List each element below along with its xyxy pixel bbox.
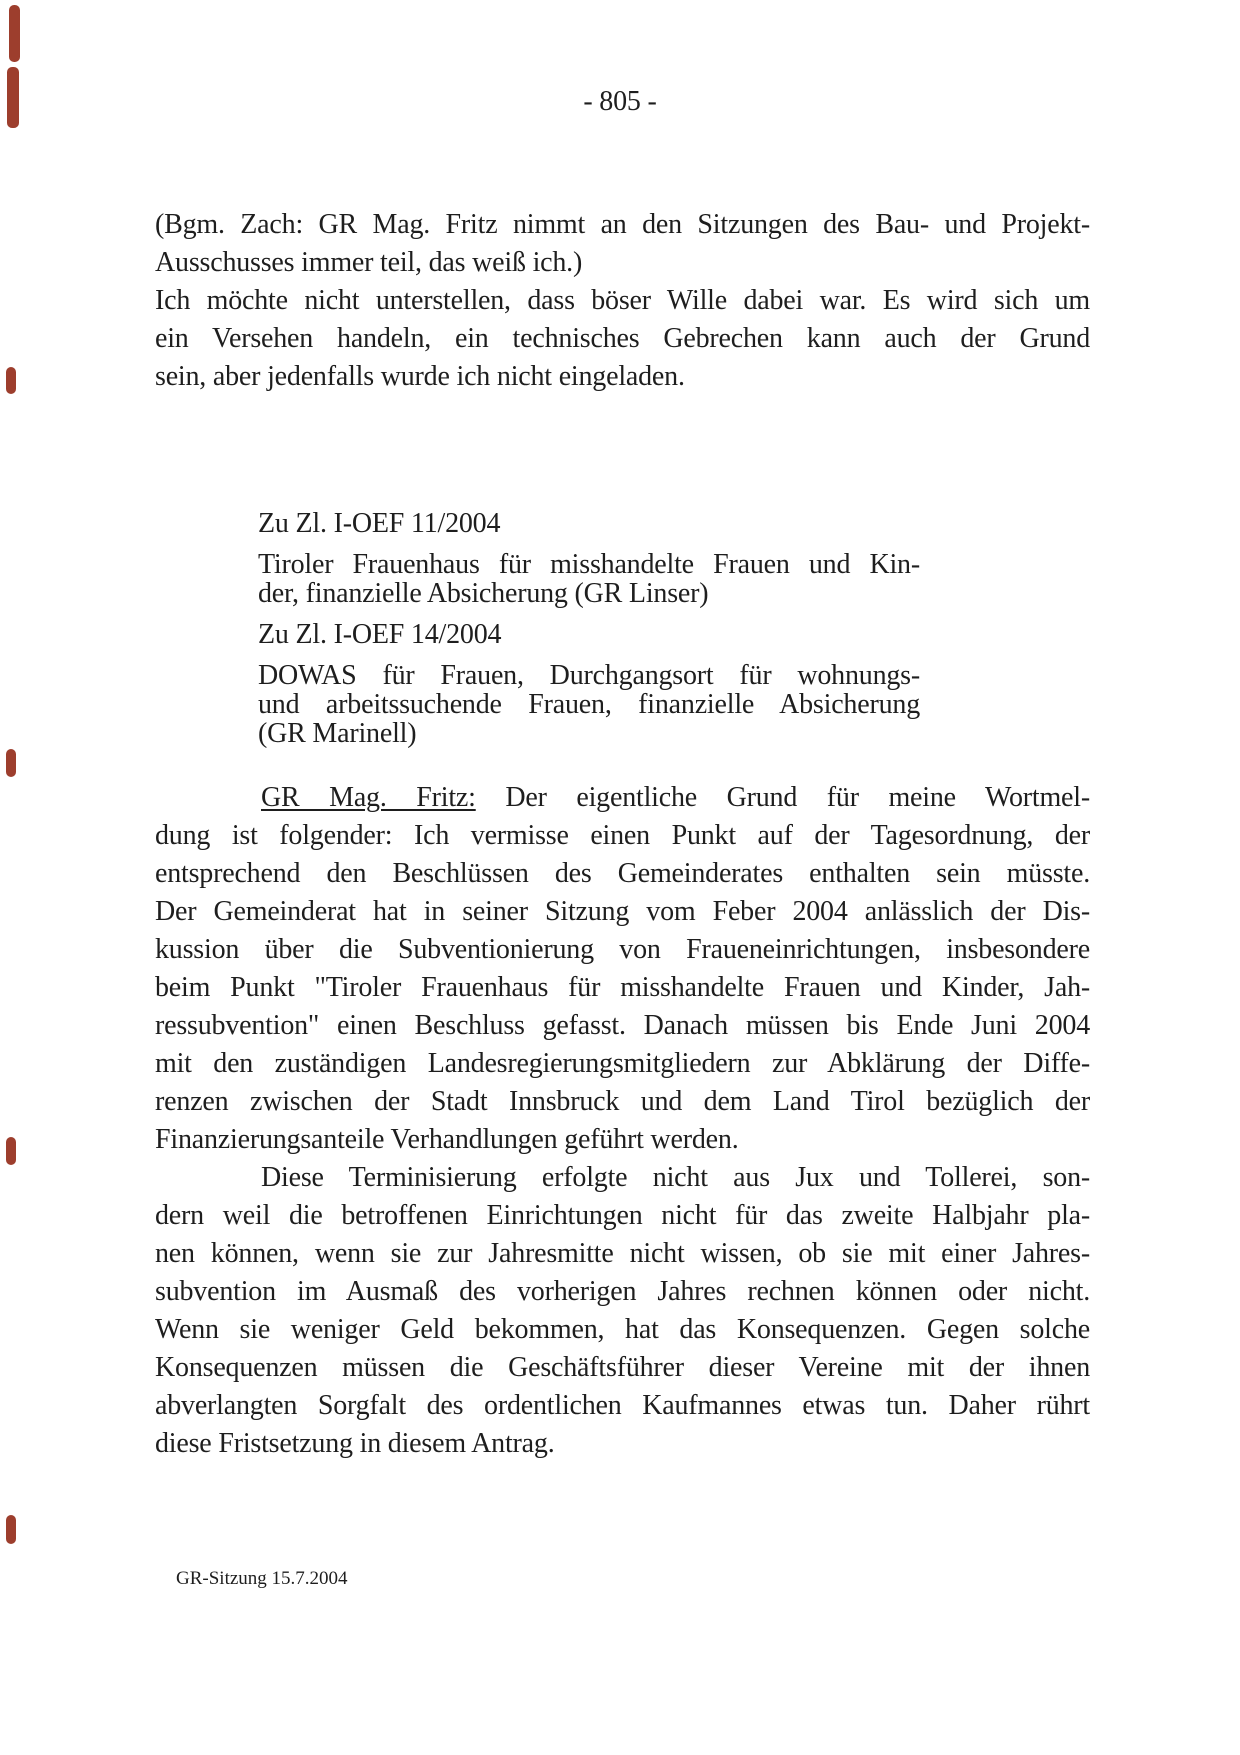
text-line: (Bgm. Zach: GR Mag. Fritz nimmt an den Sitzungen des Bau- und Projekt- <box>155 209 1090 240</box>
red-edge-scan-mark <box>6 749 16 777</box>
text-line: Konsequenzen müssen die Geschäftsführer dieser Vereine mit der ihnen <box>155 1352 1090 1383</box>
text-line: Der Gemeinderat hat in seiner Sitzung vom Feber 2004 anlässlich der Dis- <box>155 896 1090 927</box>
text-line: Ausschusses immer teil, das weiß ich.) <box>155 247 583 278</box>
text-line: Tiroler Frauenhaus für misshandelte Frauen und Kin- <box>258 550 920 579</box>
text-line: beim Punkt "Tiroler Frauenhaus für misshandelte Frauen und Kinder, Jah- <box>155 972 1090 1003</box>
text-line: ressubvention" einen Beschluss gefasst. Danach müssen bis Ende Juni 2004 <box>155 1010 1090 1041</box>
text-line: dern weil die betroffenen Einrichtungen nicht für das zweite Halbjahr pla- <box>155 1200 1090 1231</box>
text-line: und arbeitssuchende Frauen, finanzielle Absicherung <box>258 690 920 719</box>
text-line: subvention im Ausmaß des vorherigen Jahres rechnen können oder nicht. <box>155 1276 1090 1307</box>
text-line: mit den zuständigen Landesregierungsmitgliedern zur Abklärung der Diffe- <box>155 1048 1090 1079</box>
text-line: entsprechend den Beschlüssen des Gemeinderates enthalten sein müsste. <box>155 858 1090 889</box>
red-edge-scan-mark <box>6 1515 16 1544</box>
text-line: Finanzierungsanteile Verhandlungen geführt werden. <box>155 1124 739 1155</box>
text-line: Wenn sie weniger Geld bekommen, hat das Konsequenzen. Gegen solche <box>155 1314 1090 1345</box>
text-line: Zu Zl. I-OEF 14/2004 <box>258 620 502 649</box>
text-line: DOWAS für Frauen, Durchgangsort für wohnungs- <box>258 661 920 690</box>
agenda-reference-number <box>258 509 920 538</box>
stage-note-paragraph <box>155 206 1090 396</box>
text-line: ein Versehen handeln, ein technisches Gebrechen kann auch der Grund <box>155 323 1090 354</box>
speaker-name: GR Mag. Fritz: <box>261 782 476 813</box>
text-line: dung ist folgender: Ich vermisse einen Punkt auf der Tagesordnung, der <box>155 820 1090 851</box>
text-line: Diese Terminisierung erfolgte nicht aus Jux und Tollerei, son- <box>261 1162 1090 1193</box>
agenda-subject-item <box>258 661 920 748</box>
speech-paragraphs <box>155 779 1090 1463</box>
text-line: diese Fristsetzung in diesem Antrag. <box>155 1428 555 1459</box>
text-line: renzen zwischen der Stadt Innsbruck und dem Land Tirol bezüglich der <box>155 1086 1090 1117</box>
agenda-reference-block <box>258 509 920 760</box>
text-line: abverlangten Sorgfalt des ordentlichen Kaufmannes etwas tun. Daher rührt <box>155 1390 1090 1421</box>
red-edge-scan-mark <box>6 367 16 394</box>
red-edge-scan-mark <box>9 5 20 62</box>
red-edge-scan-mark <box>6 1137 16 1165</box>
text-line: kussion über die Subventionierung von Fraueneinrichtungen, insbesondere <box>155 934 1090 965</box>
text-line: (GR Marinell) <box>258 719 417 748</box>
text-line: Zu Zl. I-OEF 11/2004 <box>258 509 501 538</box>
agenda-reference-number <box>258 620 920 649</box>
agenda-subject-item <box>258 550 920 608</box>
text-line: Ich möchte nicht unterstellen, dass böser Wille dabei war. Es wird sich um <box>155 285 1090 316</box>
text-line: sein, aber jedenfalls wurde ich nicht eingeladen. <box>155 361 685 392</box>
text-line: nen können, wenn sie zur Jahresmitte nicht wissen, ob sie mit einer Jahres- <box>155 1238 1090 1269</box>
text-line: GR Mag. Fritz: Der eigentliche Grund für meine Wortmel- <box>261 782 1090 813</box>
footer-session-label: GR-Sitzung 15.7.2004 <box>176 1568 348 1589</box>
text-line: der, finanzielle Absicherung (GR Linser) <box>258 579 709 608</box>
page-number: - 805 - <box>583 86 657 117</box>
